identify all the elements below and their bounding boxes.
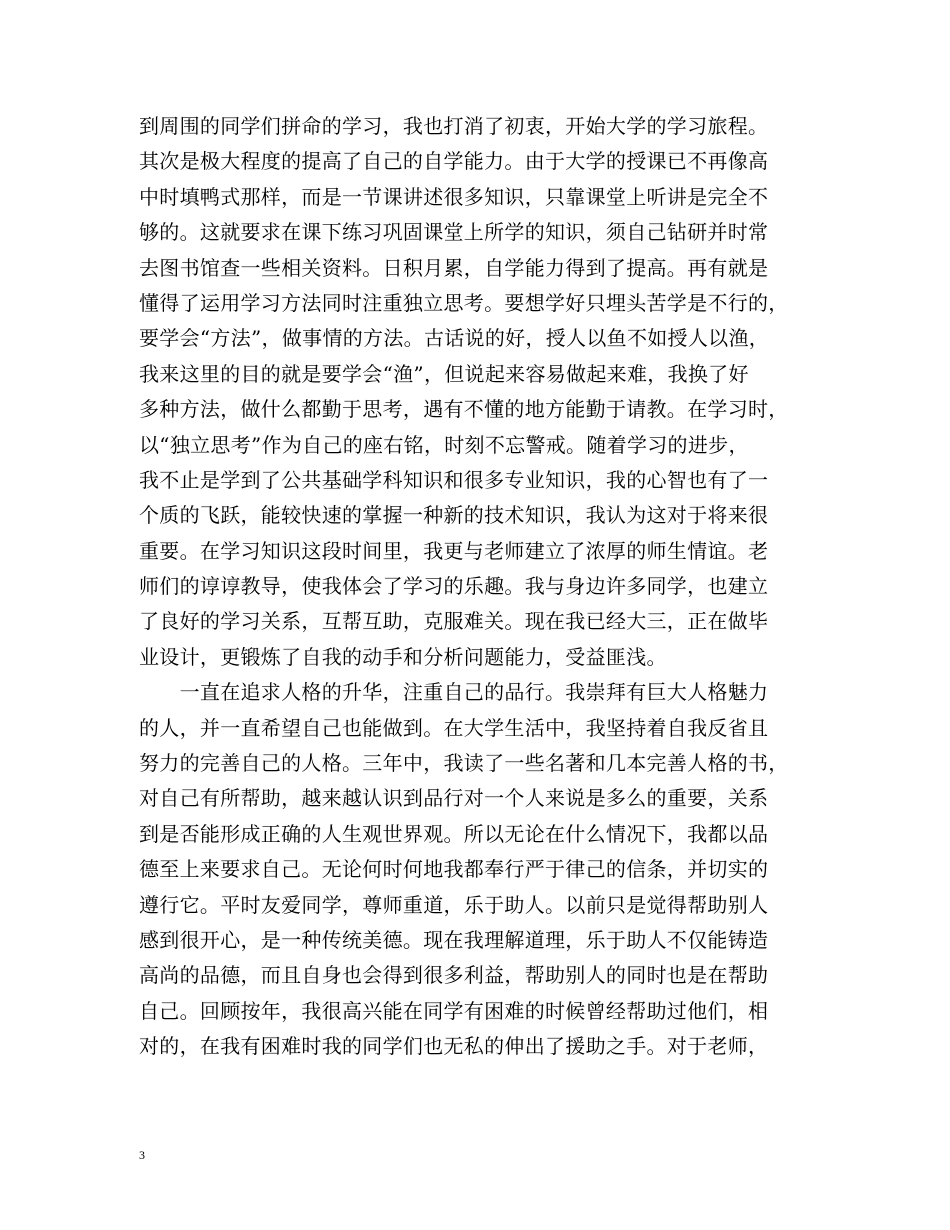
- text-line-21: 到是否能形成正确的人生观世界观。所以无论在什么情况下，我都以品: [139, 821, 769, 846]
- text-line-23: 遵行它。平时友爱同学，尊师重道，乐于助人。以前只是觉得帮助别人: [139, 892, 769, 917]
- text-line-13: 重要。在学习知识这段时间里，我更与老师建立了浓厚的师生情谊。老: [139, 538, 769, 563]
- text-line-15: 了良好的学习关系，互帮互助，克服难关。现在我已经大三，正在做毕: [139, 609, 769, 634]
- text-line-12: 个质的飞跃，能较快速的掌握一种新的技术知识，我认为这对于将来很: [139, 503, 769, 528]
- text-line-1: 到周围的同学们拼命的学习，我也打消了初衷，开始大学的学习旅程。: [139, 114, 769, 138]
- text-line-18: 的人，并一直希望自己也能做到。在大学生活中，我坚持着自我反省且: [139, 715, 769, 740]
- text-line-9: 多种方法，做什么都勤于思考，遇有不懂的地方能勤于请教。在学习时，: [139, 397, 789, 422]
- text-line-26: 自己。回顾按年，我很高兴能在同学有困难的时候曾经帮助过他们，相: [139, 998, 769, 1023]
- text-line-3: 中时填鸭式那样，而是一节课讲述很多知识，只靠课堂上听讲是完全不: [139, 184, 769, 209]
- text-line-25: 高尚的品德，而且自身也会得到很多利益，帮助别人的同时也是在帮助: [139, 963, 769, 988]
- text-line-10: 以“独立思考”作为自己的座右铭，时刻不忘警戒。随着学习的进步，: [139, 432, 749, 457]
- text-line-6: 懂得了运用学习方法同时注重独立思考。要想学好只埋头苦学是不行的，: [139, 290, 789, 315]
- text-line-4: 够的。这就要求在课下练习巩固课堂上所学的知识，须自己钻研并时常: [139, 220, 769, 245]
- text-line-24: 感到很开心，是一种传统美德。现在我理解道理，乐于助人不仅能铸造: [139, 927, 769, 952]
- text-line-5: 去图书馆查一些相关资料。日积月累，自学能力得到了提高。再有就是: [139, 255, 769, 280]
- text-line-27: 对的，在我有困难时我的同学们也无私的伸出了援助之手。对于老师，: [139, 1034, 769, 1059]
- text-line-8: 我来这里的目的就是要学会“渔”，但说起来容易做起来难，我换了好: [139, 361, 749, 386]
- text-line-20: 对自己有所帮助，越来越认识到品行对一个人来说是多么的重要，关系: [139, 786, 769, 811]
- text-line-14: 师们的谆谆教导，使我体会了学习的乐趣。我与身边许多同学，也建立: [139, 574, 769, 599]
- body-text: [139, 109, 829, 1065]
- text-line-17: 一直在追求人格的升华，注重自己的品行。我崇拜有巨大人格魅力: [139, 680, 769, 705]
- text-line-7: 要学会“方法”，做事情的方法。古话说的好，授人以鱼不如授人以渔，: [139, 326, 770, 351]
- text-line-22: 德至上来要求自己。无论何时何地我都奉行严于律己的信条，并切实的: [139, 857, 769, 882]
- page-number: 3: [139, 1148, 145, 1162]
- text-line-2: 其次是极大程度的提高了自己的自学能力。由于大学的授课已不再像高: [139, 149, 769, 174]
- text-line-11: 我不止是学到了公共基础学科知识和很多专业知识，我的心智也有了一: [139, 467, 769, 492]
- text-line-16: 业设计，更锻炼了自我的动手和分析问题能力，受益匪浅。: [139, 644, 667, 669]
- text-line-19: 努力的完善自己的人格。三年中，我读了一些名著和几本完善人格的书，: [139, 751, 789, 776]
